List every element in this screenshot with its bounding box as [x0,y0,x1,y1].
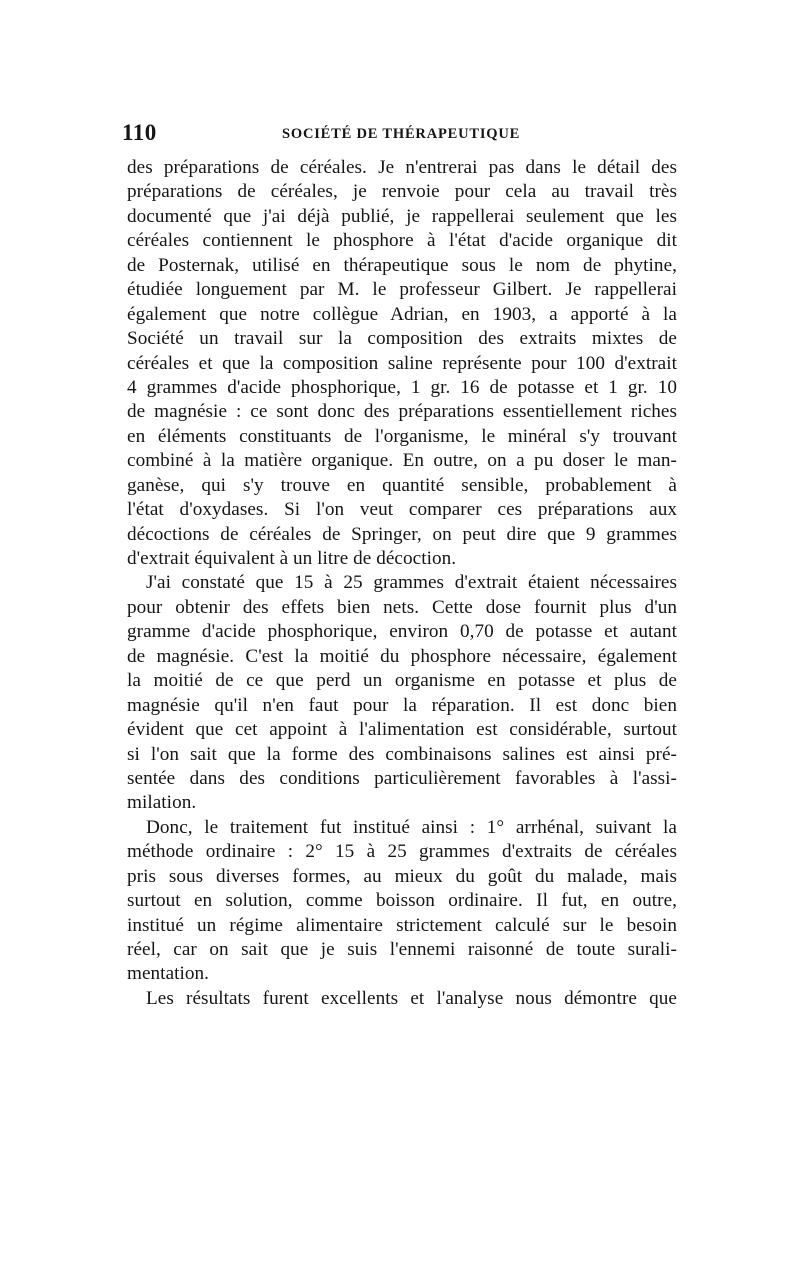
body-text [127,156,677,1011]
text-line: milation. [127,792,197,814]
text-line: sentée dans des conditions particulièrement favorables à l'assi- [127,767,677,789]
text-line: J'ai constaté que 15 à 25 grammes d'extrait étaient nécessaires [146,572,677,594]
text-line: de magnésie : ce sont donc des préparations essentiellement riches [127,401,677,423]
page-number: 110 [122,120,157,145]
page-header-title: SOCIÉTÉ DE THÉRAPEUTIQUE [282,126,521,142]
text-line: également que notre collègue Adrian, en 1903, a apporté à la [127,303,677,325]
text-line: l'état d'oxydases. Si l'on veut comparer ces préparations aux [127,499,677,521]
text-line: des préparations de céréales. Je n'entrerai pas dans le détail des [127,157,677,178]
text-line: Donc, le traitement fut institué ainsi : 1° arrhénal, suivant la [146,816,677,838]
text-line: pris sous diverses formes, au mieux du goût du malade, mais [127,865,677,887]
text-line: mentation. [127,963,210,985]
text-line: évident que cet appoint à l'alimentation est considérable, surtout [127,719,677,741]
text-line: de Posternak, utilisé en thérapeutique sous le nom de phytine, [127,254,677,276]
text-line: d'extrait équivalent à un litre de décoction. [127,548,457,569]
text-line: Les résultats furent excellents et l'analyse nous démontre que [146,987,677,1009]
text-line: institué un régime alimentaire strictement calculé sur le besoin [127,914,677,936]
text-line: documenté que j'ai déjà publié, je rappellerai seulement que les [127,205,677,227]
text-line: surtout en solution, comme boisson ordinaire. Il fut, en outre, [127,890,677,912]
text-line: si l'on sait que la forme des combinaisons salines est ainsi pré- [127,743,677,765]
running-head [121,118,677,148]
text-line: combiné à la matière organique. En outre, on a pu doser le man- [127,450,677,472]
text-line: de magnésie. C'est la moitié du phosphore nécessaire, également [127,645,677,667]
text-line: préparations de céréales, je renvoie pour cela au travail très [127,181,677,203]
text-line: la moitié de ce que perd un organisme en potasse et plus de [127,670,677,692]
text-line: magnésie qu'il n'en faut pour la réparation. Il est donc bien [127,694,677,716]
text-line: 4 grammes d'acide phosphorique, 1 gr. 16 de potasse et 1 gr. 10 [127,376,677,398]
text-line: méthode ordinaire : 2° 15 à 25 grammes d'extraits de céréales [127,841,677,863]
text-line: étudiée longuement par M. le professeur Gilbert. Je rappellerai [127,279,677,301]
text-line: céréales contiennent le phosphore à l'état d'acide organique dit [127,230,677,252]
text-line: ganèse, qui s'y trouve en quantité sensible, probablement à [127,474,677,496]
text-line: céréales et que la composition saline représente pour 100 d'extrait [127,352,677,374]
text-line: gramme d'acide phosphorique, environ 0,70 de potasse et autant [127,621,677,643]
text-line: Société un travail sur la composition des extraits mixtes de [127,328,677,350]
text-line: réel, car on sait que je suis l'ennemi raisonné de toute surali- [127,939,677,960]
text-line: décoctions de céréales de Springer, on peut dire que 9 grammes [127,523,677,545]
text-line: en éléments constituants de l'organisme, le minéral s'y trouvant [127,425,677,447]
text-line: pour obtenir des effets bien nets. Cette dose fournit plus d'un [127,596,677,618]
